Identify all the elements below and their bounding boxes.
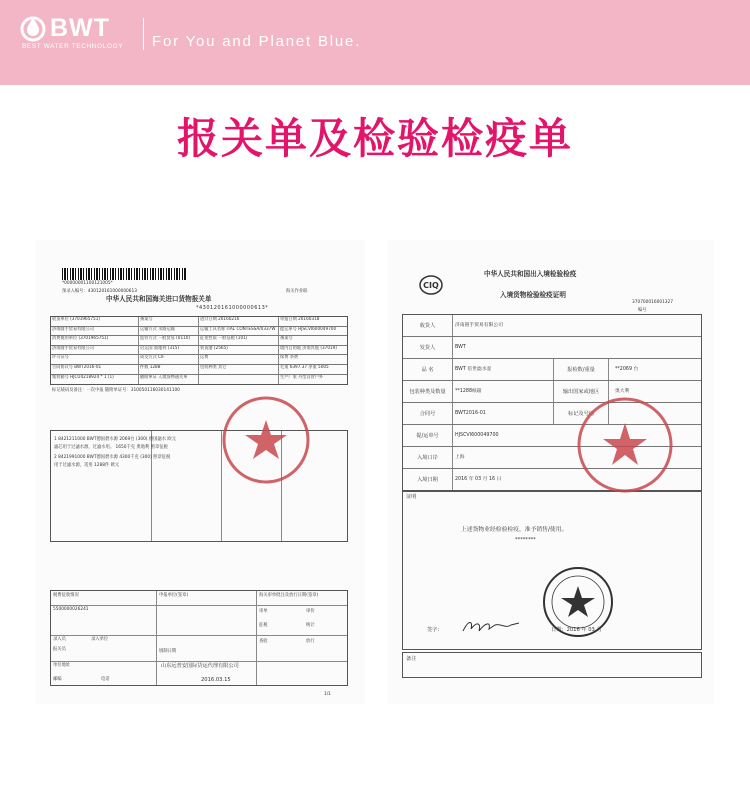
table-cell xyxy=(199,375,279,385)
notes-label: 放行 xyxy=(306,639,315,644)
table-cell: 征免性质 一般征税 (101) xyxy=(199,336,279,345)
notes-label: 录入员 xyxy=(53,637,66,642)
notes-label: 申报单位(签章) xyxy=(159,593,189,598)
svg-text:CIQ: CIQ xyxy=(423,281,439,290)
table-cell: 提运单号 HJSCVI600049700 xyxy=(280,326,337,331)
table-cell: 随附单证 入境货物通关单 xyxy=(139,375,199,385)
row-value: BWT 倍世滤水壶 xyxy=(455,367,492,372)
banner-divider xyxy=(143,18,144,50)
barcode-text: *430120161000000613* xyxy=(196,305,269,311)
barcode-number: *00000001100121005* xyxy=(62,281,113,286)
row-value: 上海 xyxy=(455,455,465,460)
divider xyxy=(51,605,347,606)
logo-wordmark: BWT xyxy=(50,14,110,42)
tax-bill-number: 5500000026241 xyxy=(53,607,89,612)
company-seal-stamp xyxy=(570,390,680,500)
marks-remarks: 标记唛码及备注：一次中报 随附单证号：310050116030141100 xyxy=(52,388,180,393)
notes-label: 报关员 xyxy=(53,647,66,652)
table-cell: 装货港 (2565) xyxy=(199,346,279,355)
logo-tagline: BEST WATER TECHNOLOGY xyxy=(22,43,124,50)
table-row xyxy=(51,327,347,337)
goods-line: 用于过滤水源，适用 1288件 欧元 xyxy=(54,463,120,468)
table-row xyxy=(51,365,347,375)
row-value: BWT2016-01 xyxy=(455,411,486,416)
row-label: 入境日期 xyxy=(403,469,453,491)
table-cell: 进口日期 20160216 xyxy=(199,317,279,326)
remarks-section xyxy=(402,652,702,678)
notes-label: 海关审单批注及放行日期(签章) xyxy=(259,593,319,598)
row-label: 合同号 xyxy=(403,403,453,424)
fill-date: 2016.03.15 xyxy=(201,677,231,683)
work-copy-label: 海关作业联 xyxy=(286,289,308,294)
table-row xyxy=(51,346,347,356)
notes-label: 录入单位 xyxy=(91,637,109,642)
divider xyxy=(51,661,347,662)
row-value: 济南圆手贸易有限公司 xyxy=(455,323,503,328)
cert-label: 证明 xyxy=(406,494,417,500)
bwt-logo[interactable] xyxy=(20,12,134,50)
table-cell: 包装种类 其它 xyxy=(199,365,279,374)
table-cell: 合同协议号 BWT2016-01 xyxy=(51,365,139,374)
row-value: BWT xyxy=(455,345,466,350)
row-label: 标记及号码 xyxy=(553,403,609,424)
barcode xyxy=(62,268,186,280)
table-cell: 启运国 奥地利 (315) xyxy=(139,346,199,355)
cert-statement: 上述货物业经检验检疫，准予销售/使用。 xyxy=(461,527,568,533)
table-cell: 件数 1288 xyxy=(139,365,199,374)
page-label: 编号 xyxy=(638,308,647,313)
table-row xyxy=(51,375,347,385)
row-label: 发货人 xyxy=(403,337,453,358)
customs-heading: 中华人民共和国海关进口货物报关单 xyxy=(106,295,212,303)
signature-label: 签字： xyxy=(427,627,443,633)
declarer-name: 山东远普安国际货运代理有限公司 xyxy=(161,663,239,669)
table-cell: 运输方式 水路运输 xyxy=(139,327,199,336)
table-cell: 消费使用单位 (3701965751) xyxy=(51,336,139,345)
table-cell: 申报日期 20160318 xyxy=(280,317,320,321)
header-banner xyxy=(0,0,750,85)
row-label: 提/运单号 xyxy=(403,425,453,446)
row-label: 包装种类及数量 xyxy=(403,381,453,402)
table-cell: 备案号 xyxy=(280,336,293,341)
table-cell: 监管方式 一般贸易 (0110) xyxy=(139,336,199,345)
notes-label: 税费征收情况 xyxy=(53,593,79,598)
inspection-certificate-document xyxy=(388,240,714,704)
customs-declaration-document xyxy=(36,240,365,704)
row-value: **2069 台 xyxy=(615,367,639,372)
note-label: 备注 xyxy=(406,656,417,662)
certificate-heading: 中华人民共和国出入境检验检疫 xyxy=(484,270,577,278)
row-value: 奥大利 xyxy=(615,389,630,394)
company-seal-stamp xyxy=(216,390,316,490)
table-cell: 备案号 xyxy=(139,317,199,326)
notes-label: 单位地址 xyxy=(53,663,71,668)
table-cell: 成交方式 CIF xyxy=(139,355,199,364)
notes-label: 审价 xyxy=(306,609,315,614)
table-row xyxy=(51,355,347,365)
notes-label: 统计 xyxy=(306,623,315,628)
goods-line: 1 8421211000 BWT德国碧水源 2069台 (300) 德国滤水 欧元 xyxy=(54,437,176,442)
table-cell: 保费 杂费 xyxy=(280,355,299,360)
table-row xyxy=(403,315,701,337)
row-label: 收货人 xyxy=(403,315,453,336)
inspection-seal-stamp xyxy=(538,562,618,642)
table-cell: 毛重 6397.37 净重 5005 xyxy=(280,364,329,369)
brand-slogan: For You and Planet Blue. xyxy=(152,33,362,50)
notes-label: 填制日期 xyxy=(159,649,177,654)
row-value: **1288纸箱 xyxy=(455,389,482,394)
signature-section xyxy=(50,590,348,686)
page-title: 报关单及检验检疫单 xyxy=(176,114,573,163)
goods-line: 滤芯用于过滤水源，过滤水用。 1650千克 奥地利 照章征税 xyxy=(54,445,168,450)
pre-entry-number: 预录入编号：430120161000000613 xyxy=(62,289,137,294)
notes-label: 查验 xyxy=(259,639,268,644)
page-number: 1/1 xyxy=(324,692,331,697)
cert-stars: ******** xyxy=(515,537,536,543)
table-cell: 济南圆手贸易有限公司 xyxy=(51,327,139,336)
table-cell: 济南圆手贸易有限公司 xyxy=(51,346,139,355)
notes-label: 电话 xyxy=(101,677,110,682)
divider xyxy=(51,635,347,636)
row-label: 报检数/重量 xyxy=(553,359,609,380)
certificate-number: 370700016001327 xyxy=(632,300,674,305)
row-value: 2016 年 03 月 16 日 xyxy=(455,477,502,482)
goods-line: 2 8421991000 BWT德国碧水源 4300千克 (300) 照章征税 xyxy=(54,455,171,460)
notes-label: 征税 xyxy=(259,623,268,628)
table-cell: 生产厂家 丹莹自营户外 xyxy=(280,374,324,379)
ciq-emblem-icon xyxy=(418,274,444,296)
table-cell: 运输工具名称 ITAL CONTESSA/0337W xyxy=(199,327,279,336)
table-cell: 许可证号 xyxy=(51,355,139,364)
table-cell: 集装箱号 HJCU4218924 * 1 (1) xyxy=(51,375,139,385)
customs-fields-table xyxy=(50,316,348,385)
row-label: 输出国家或地区 xyxy=(553,381,609,402)
table-row xyxy=(403,359,701,381)
row-value: HJSCVI600049700 xyxy=(455,433,499,438)
table-cell: 运费 xyxy=(199,355,279,364)
notes-label: 邮编 xyxy=(53,677,62,682)
water-drop-icon xyxy=(20,14,46,42)
notes-label: 审单 xyxy=(259,609,268,614)
table-row xyxy=(51,336,347,346)
table-cell: 境内目的地 济南其他 (37019) xyxy=(280,345,337,350)
table-row xyxy=(51,317,347,327)
table-row xyxy=(403,337,701,359)
certificate-subheading: 入境货物检验检疫证明 xyxy=(500,291,566,299)
table-cell: 收货单位 (3701965751) xyxy=(51,317,139,326)
signature-date: 日期：2016 年 03 月 xyxy=(551,627,602,633)
row-label: 品 名 xyxy=(403,359,453,380)
row-label: 入境口岸 xyxy=(403,447,453,468)
handwritten-signature xyxy=(461,617,521,637)
